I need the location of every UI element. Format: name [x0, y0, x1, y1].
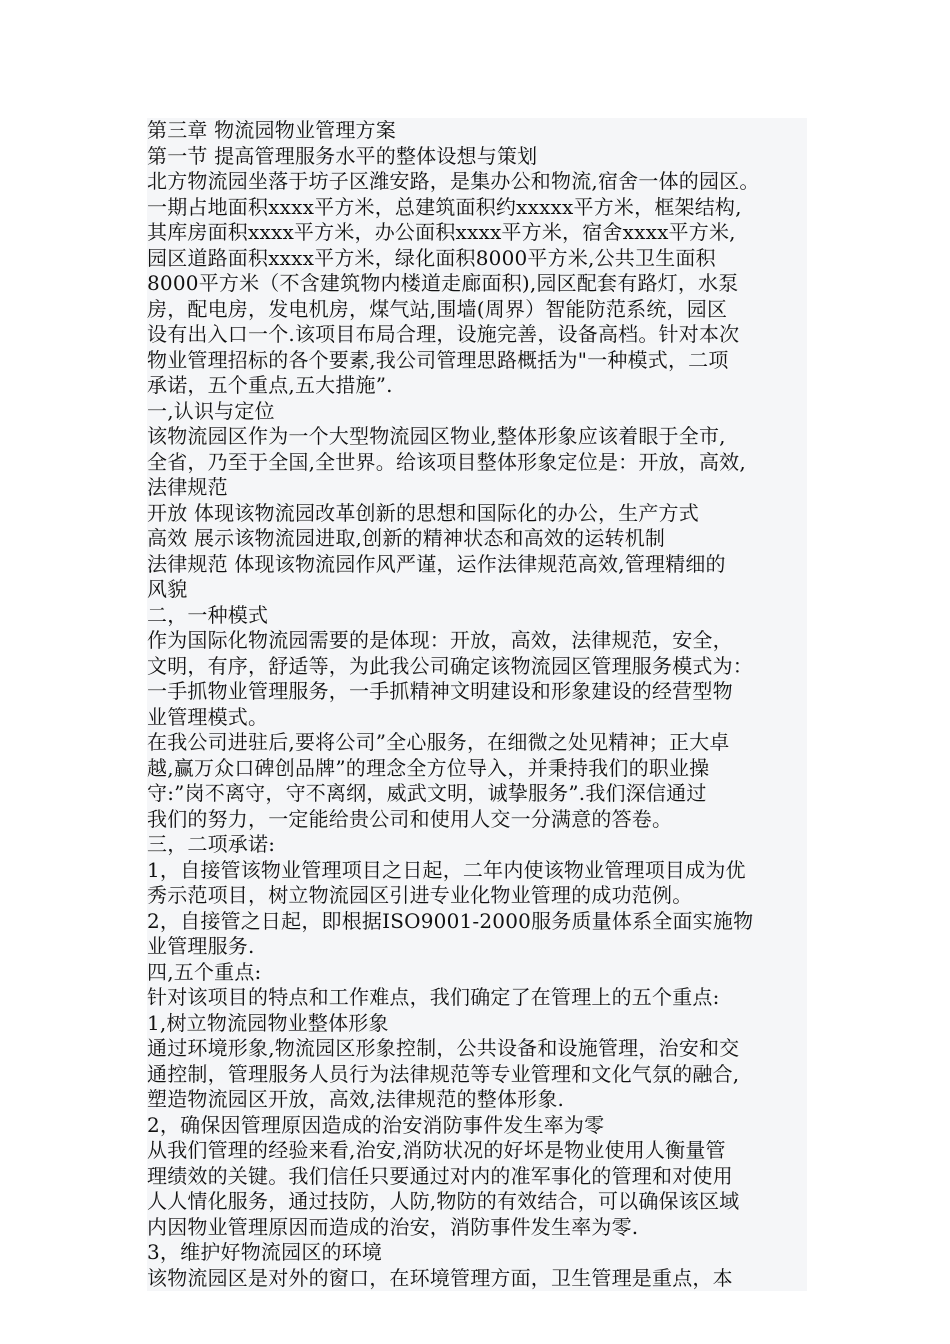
text-line: 园区道路面积xxxx平方米，绿化面积8000平方米,公共卫生面积: [147, 245, 716, 270]
text-line: 1,树立物流园物业整体形象: [147, 1010, 389, 1035]
subheading: 二，一种模式: [147, 602, 269, 627]
text-line: 高效 展示该物流园进取,创新的精神状态和高效的运转机制: [147, 526, 666, 550]
text-line: 法律规范: [147, 475, 228, 499]
text-line: 文明，有序，舒适等，为此我公司确定该物流园区管理服务模式为：: [147, 653, 753, 678]
text-line: 北方物流园坐落于坊子区潍安路，是集办公和物流,宿舍一体的园区。: [147, 169, 760, 193]
text-line: 业管理服务.: [147, 934, 255, 958]
text-line: 承诺，五个重点,五大措施”.: [147, 373, 393, 397]
subheading: 四,五个重点:: [147, 959, 262, 984]
text-line: 从我们管理的经验来看,治安,消防状况的好坏是物业使用人衡量管: [147, 1138, 726, 1162]
text-line: 守:”岗不离守，守不离纲，威武文明，诚挚服务”.我们深信通过: [147, 781, 707, 805]
text-line: 秀示范项目，树立物流园区引进专业化物业管理的成功范例。: [147, 883, 693, 907]
text-line: 一期占地面积xxxx平方米，总建筑面积约xxxxx平方米，框架结构,: [147, 194, 742, 219]
text-line: 2，自接管之日起，即根据ISO9001-2000服务质量体系全面实施物: [147, 908, 754, 933]
text-line: 物业管理招标的各个要素,我公司管理思路概括为"一种模式，二项: [147, 347, 729, 372]
section-title: 第一节 提高管理服务水平的整体设想与策划: [147, 143, 538, 168]
text-line: 通过环境形象,物流园区形象控制，公共设备和设施管理，治安和交: [147, 1036, 740, 1060]
chapter-title: 第三章 物流园物业管理方案: [147, 118, 396, 142]
text-line: 业管理模式。: [147, 704, 269, 729]
text-line: 作为国际化物流园需要的是体现：开放，高效，法律规范，安全，: [147, 628, 733, 652]
text-line: 设有出入口一个.该项目布局合理，设施完善，设备高档。针对本次: [147, 322, 740, 346]
text-line: 人人情化服务，通过技防，人防,物防的有效结合，可以确保该区域: [147, 1189, 740, 1213]
text-line: 该物流园区作为一个大型物流园区物业,整体形象应该着眼于全市,: [147, 424, 726, 448]
text-line: 内因物业管理原因而造成的治安，消防事件发生率为零.: [147, 1214, 639, 1239]
text-line: 在我公司进驻后,要将公司”全心服务，在细微之处见精神；正大卓: [147, 730, 730, 754]
text-line: 风貌: [147, 577, 188, 601]
document-text-block: [147, 118, 807, 1291]
text-line: 针对该项目的特点和工作难点，我们确定了在管理上的五个重点:: [147, 985, 720, 1009]
text-line: 开放 体现该物流园改革创新的思想和国际化的办公，生产方式: [147, 500, 699, 525]
text-line: 该物流园区是对外的窗口，在环境管理方面，卫生管理是重点，本: [147, 1265, 733, 1290]
text-line: 越,赢万众口碑创品牌”的理念全方位导入，并秉持我们的职业操: [147, 755, 710, 780]
text-line: 我们的努力，一定能给贵公司和使用人交一分满意的答卷。: [147, 806, 673, 831]
text-line: 2，确保因管理原因造成的治安消防事件发生率为零: [147, 1112, 605, 1137]
text-line: 法律规范 体现该物流园作风严谨，运作法律规范高效,管理精细的: [147, 551, 726, 576]
text-line: 房，配电房，发电机房，煤气站,围墙(周界）智能防范系统，园区: [147, 296, 728, 321]
text-line: 一手抓物业管理服务，一手抓精神文明建设和形象建设的经营型物: [147, 679, 733, 703]
subheading: 三，二项承诺:: [147, 832, 276, 856]
text-line: 8000平方米（不含建筑物内楼道走廊面积),园区配套有路灯，水泵: [147, 271, 739, 295]
text-line: 3，维护好物流园区的环境: [147, 1240, 383, 1264]
text-line: 塑造物流园区开放，高效,法律规范的整体形象.: [147, 1087, 565, 1111]
text-line: 通控制，管理服务人员行为法律规范等专业管理和文化气氛的融合,: [147, 1061, 740, 1086]
text-line: 其库房面积xxxx平方米，办公面积xxxx平方米，宿舍xxxx平方米,: [147, 220, 736, 244]
text-line: 1，自接管该物业管理项目之日起，二年内使该物业管理项目成为优: [147, 857, 746, 882]
subheading: 一,认识与定位: [147, 398, 275, 423]
text-line: 全省，乃至于全国,全世界。给该项目整体形象定位是：开放，高效,: [147, 449, 746, 474]
text-line: 理绩效的关键。我们信任只要通过对内的准军事化的管理和对使用: [147, 1163, 733, 1188]
